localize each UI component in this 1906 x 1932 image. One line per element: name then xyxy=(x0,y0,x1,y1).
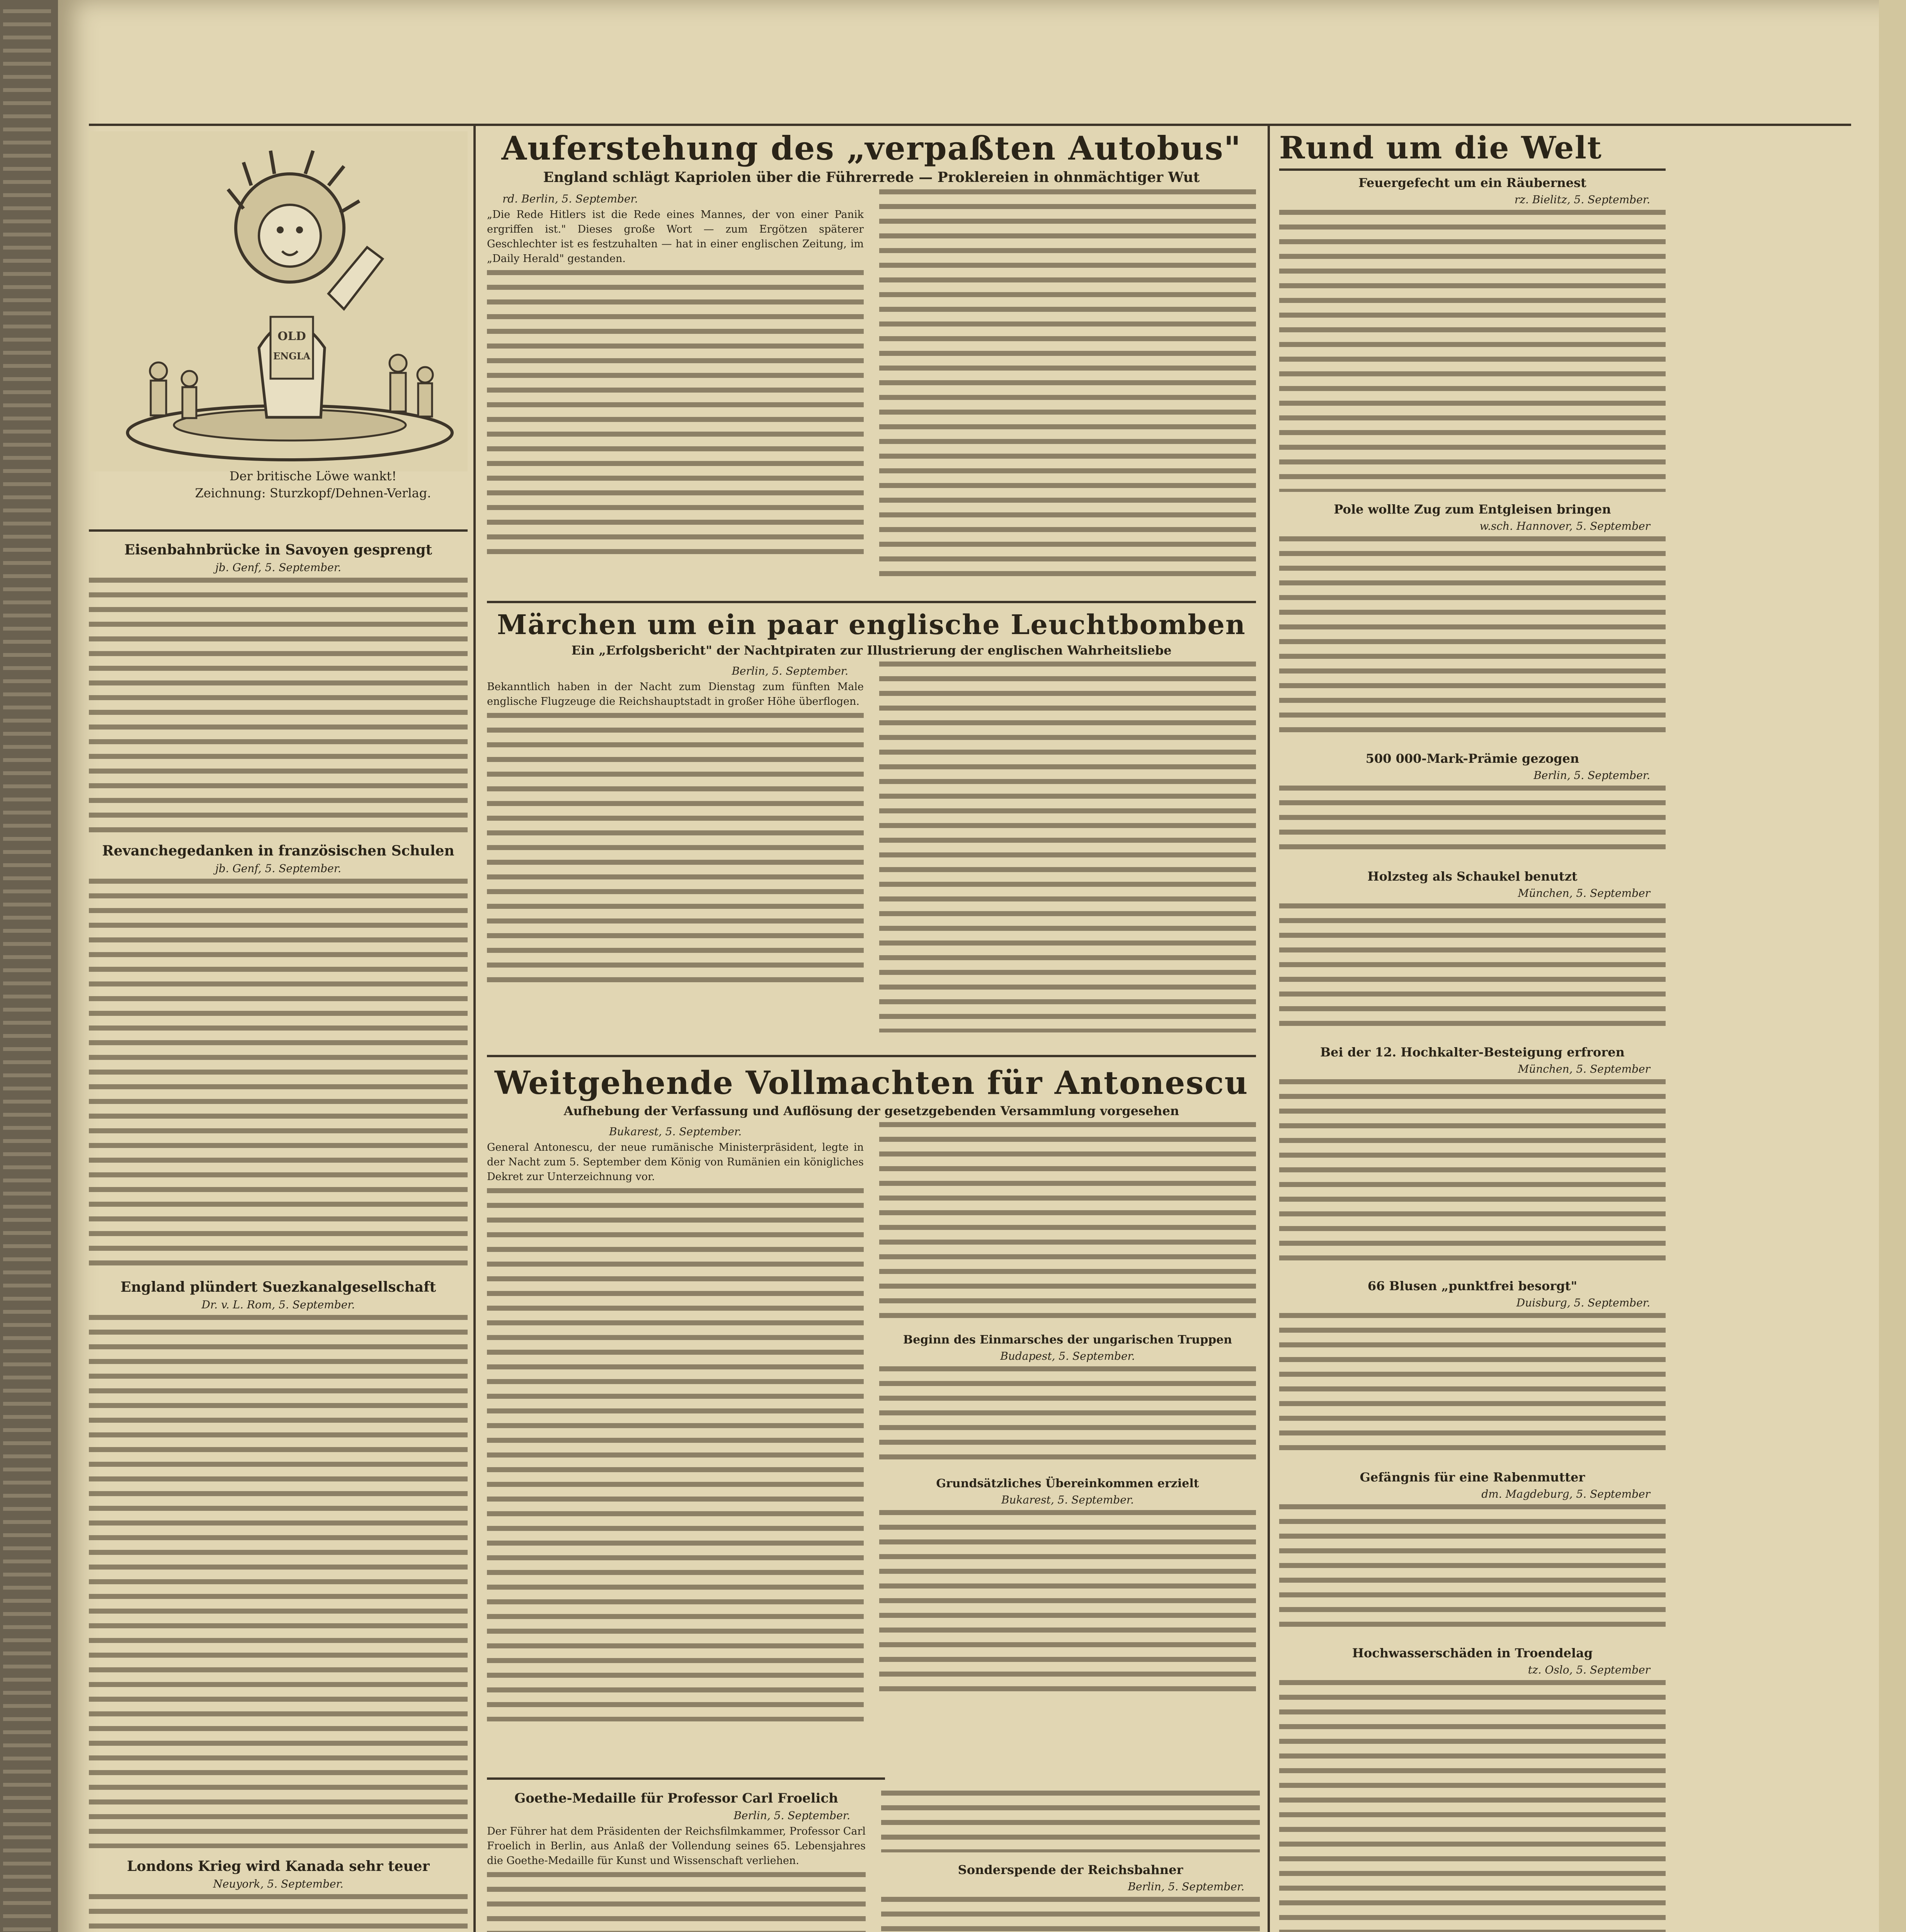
rund-item-text xyxy=(1279,786,1666,859)
previous-page-text-line xyxy=(3,955,51,959)
previous-page-text-line xyxy=(3,1257,51,1261)
rund-item xyxy=(1279,1279,1666,1460)
previous-page-text-line xyxy=(3,837,51,841)
rund-item-headline: 500 000-Mark-Prämie gezogen xyxy=(1365,751,1579,766)
rund-item-text xyxy=(1279,1504,1666,1636)
previous-page-text-line xyxy=(3,1297,51,1301)
previous-page-text-line xyxy=(3,1927,51,1931)
previous-page-text-line xyxy=(3,1835,51,1839)
lead-text: „Die Rede Hitlers ist die Rede eines Mannes, der von einer Panik ergriffen ist." Dieses große Wort — zum Ergötzen späterer Geschlechter ist es festzuhalten — hat in einer englischen Zeitung, im „Daily Herald" gestanden. xyxy=(487,209,864,265)
previous-page-text-line xyxy=(3,1152,51,1156)
previous-page-text-line xyxy=(3,929,51,933)
previous-page-text-line xyxy=(3,942,51,946)
antonescu-subhead: Beginn des Einmarsches der ungarischen Truppen xyxy=(903,1333,1232,1347)
rund-item-dateline: Duisburg, 5. September. xyxy=(1516,1296,1650,1309)
previous-page-text-line xyxy=(3,548,51,552)
previous-page-text-line xyxy=(3,903,51,906)
antonescu-text-body xyxy=(879,1510,1256,1696)
previous-page-text-line xyxy=(3,574,51,578)
previous-page-text-line xyxy=(3,1914,51,1918)
previous-page-text-line xyxy=(3,1651,51,1655)
section-rule xyxy=(487,1777,885,1780)
previous-page-text-line xyxy=(3,1717,51,1721)
previous-page-text-line xyxy=(3,522,51,526)
goethe-headline: Goethe-Medaille für Professor Carl Froelich xyxy=(514,1791,838,1806)
previous-page-text-line xyxy=(3,219,51,223)
previous-page-text-line xyxy=(3,771,51,775)
previous-page-text-line xyxy=(3,338,51,342)
previous-page-text-line xyxy=(3,614,51,617)
goethe-dateline: Berlin, 5. September. xyxy=(733,1809,850,1822)
rund-item xyxy=(1279,1470,1666,1636)
previous-page-text-line xyxy=(3,1533,51,1537)
rund-item-headline: Hochwasserschäden in Troendelag xyxy=(1352,1646,1593,1660)
cartoon-caption-credit: Zeichnung: Sturzkopf/Dehnen-Verlag. xyxy=(195,486,431,500)
previous-page-text-line xyxy=(3,311,51,315)
cartoon-caption-title: Der britische Löwe wankt! xyxy=(229,469,397,483)
page-right-edge xyxy=(1879,0,1906,1932)
previous-page-text-line xyxy=(3,1179,51,1182)
previous-page-text-line xyxy=(3,167,51,171)
previous-page-text-line xyxy=(3,706,51,709)
previous-page-text-line xyxy=(3,259,51,263)
previous-page-text-line xyxy=(3,1678,51,1682)
previous-page-text-line xyxy=(3,1087,51,1090)
goethe-text: Der Führer hat dem Präsidenten der Reichsfilmkammer, Professor Carl Froelich in Berlin, aus Anlaß der Vollendung seines 65. Lebensjahres die Goethe-Medaille für Kunst und Wissenschaft verliehen. xyxy=(487,1825,866,1867)
article-dateline: Dr. v. L. Rom, 5. September. xyxy=(201,1298,355,1311)
previous-page-text-line xyxy=(3,1047,51,1051)
previous-page-text-line xyxy=(3,62,51,66)
lead-dateline: rd. Berlin, 5. September. xyxy=(502,192,638,206)
previous-page-text-line xyxy=(3,233,51,236)
top-rule xyxy=(89,124,1851,126)
previous-page-text-line xyxy=(3,824,51,828)
newspaper-page xyxy=(58,0,1906,1932)
previous-page-text-line xyxy=(3,1730,51,1734)
antonescu-text: General Antonescu, der neue rumänische Ministerpräsident, legte in der Nacht zum 5. September dem König von Rumänien ein königliches Dekret zur Unterzeichnung vor. xyxy=(487,1141,864,1183)
previous-page-text-line xyxy=(3,443,51,447)
left-article xyxy=(89,1858,468,1932)
previous-page-text-line xyxy=(3,968,51,972)
bombs-text: Bekanntlich haben in der Nacht zum Dienstag zum fünften Male englische Flugzeuge die Reichshauptstadt in großer Höhe überflogen. xyxy=(487,680,864,707)
previous-page-text-line xyxy=(3,403,51,407)
antonescu-subheadline: Aufhebung der Verfassung und Auflösung der gesetzgebenden Versammlung vorgesehen xyxy=(563,1104,1179,1119)
previous-page-text-line xyxy=(3,666,51,670)
previous-page-text-line xyxy=(3,298,51,302)
previous-page-text-line xyxy=(3,1560,51,1563)
column-rule xyxy=(473,124,476,1932)
lead-text-body xyxy=(487,270,864,556)
rund-item-dateline: dm. Magdeburg, 5. September xyxy=(1481,1488,1650,1500)
cartoon-caption xyxy=(158,468,468,502)
previous-page-text-line xyxy=(3,811,51,815)
left-article xyxy=(89,1279,468,1848)
previous-page-text-line xyxy=(3,719,51,723)
previous-page-text-line xyxy=(3,272,51,276)
bombs-article xyxy=(487,611,1256,1047)
previous-page-text-line xyxy=(3,1349,51,1353)
previous-page-text-line xyxy=(3,1743,51,1747)
sonderspende-dateline: Berlin, 5. September. xyxy=(1128,1880,1244,1893)
rund-item xyxy=(1279,751,1666,859)
section-rule xyxy=(1279,168,1666,171)
previous-page-text-line xyxy=(3,1428,51,1432)
previous-page-edge xyxy=(0,0,58,1932)
lead-article xyxy=(487,131,1256,595)
previous-page-text-line xyxy=(3,1402,51,1406)
rund-item xyxy=(1279,175,1666,492)
previous-page-text-line xyxy=(3,1520,51,1524)
previous-page-text-line xyxy=(3,509,51,512)
previous-page-text-line xyxy=(3,561,51,565)
previous-page-text-line xyxy=(3,75,51,79)
previous-page-text-line xyxy=(3,627,51,631)
previous-page-text-line xyxy=(3,995,51,998)
previous-page-text-line xyxy=(3,1901,51,1905)
left-column xyxy=(89,131,468,1932)
section-rule xyxy=(487,1055,1256,1057)
previous-page-text-line xyxy=(3,1573,51,1577)
previous-page-text-line xyxy=(3,1468,51,1471)
previous-page-text-line xyxy=(3,758,51,762)
cartoon xyxy=(89,131,468,526)
previous-page-text-line xyxy=(3,1113,51,1117)
previous-page-text-line xyxy=(3,1704,51,1708)
previous-page-text-line xyxy=(3,1139,51,1143)
previous-page-text-line xyxy=(3,1231,51,1235)
lead-subheadline: England schlägt Kapriolen über die Führerrede — Proklereien in ohnmächtiger Wut xyxy=(543,169,1200,186)
rund-item-headline: Holzsteg als Schaukel benutzt xyxy=(1367,869,1578,884)
rund-item-text xyxy=(1279,1680,1666,1932)
previous-page-text-line xyxy=(3,114,51,118)
right-column xyxy=(1279,131,1666,1932)
previous-page-text-line xyxy=(3,1822,51,1826)
goethe-article xyxy=(487,1785,1260,1932)
rund-item xyxy=(1279,1045,1666,1269)
previous-page-text-line xyxy=(3,180,51,184)
previous-page-text-line xyxy=(3,1441,51,1445)
previous-page-text-line xyxy=(3,351,51,355)
sonderspende-headline: Sonderspende der Reichsbahner xyxy=(958,1862,1183,1877)
previous-page-text-line xyxy=(3,1770,51,1774)
previous-page-text-line xyxy=(3,101,51,105)
article-text xyxy=(89,1894,468,1932)
previous-page-text-line xyxy=(3,1336,51,1340)
previous-page-text-line xyxy=(3,535,51,539)
antonescu-dateline: Bukarest, 5. September. xyxy=(609,1125,742,1138)
previous-page-text-line xyxy=(3,482,51,486)
previous-page-text-line xyxy=(3,1546,51,1550)
rund-item-text xyxy=(1279,903,1666,1035)
rund-item-dateline: w.sch. Hannover, 5. September xyxy=(1479,520,1650,532)
previous-page-text-line xyxy=(3,863,51,867)
bombs-headline: Märchen um ein paar englische Leuchtbomben xyxy=(497,611,1246,641)
rund-item-text xyxy=(1279,536,1666,741)
previous-page-text-line xyxy=(3,1494,51,1498)
previous-page-text-line xyxy=(3,456,51,460)
previous-page-text-line xyxy=(3,1809,51,1813)
previous-page-text-line xyxy=(3,692,51,696)
previous-page-text-line xyxy=(3,1875,51,1879)
previous-page-text-line xyxy=(3,325,51,328)
rund-item-dateline: München, 5. September xyxy=(1518,1063,1650,1075)
previous-page-text-line xyxy=(3,1415,51,1419)
previous-page-text-line xyxy=(3,128,51,131)
previous-page-text-line xyxy=(3,469,51,473)
article-headline: England plündert Suezkanalgesellschaft xyxy=(120,1279,436,1295)
goethe-text-body xyxy=(487,1872,866,1932)
bombs-text-body xyxy=(879,662,1256,1032)
previous-page-text-line xyxy=(3,1323,51,1327)
previous-page-text-line xyxy=(3,784,51,788)
previous-page-text-line xyxy=(3,1165,51,1169)
previous-page-text-line xyxy=(3,1757,51,1760)
previous-page-text-line xyxy=(3,653,51,657)
previous-page-text-line xyxy=(3,587,51,591)
previous-page-text-line xyxy=(3,876,51,880)
previous-page-text-line xyxy=(3,390,51,394)
previous-page-text-line xyxy=(3,22,51,26)
previous-page-text-line xyxy=(3,1888,51,1892)
previous-page-text-line xyxy=(3,430,51,434)
previous-page-text-line xyxy=(3,600,51,604)
previous-page-text-line xyxy=(3,495,51,499)
rund-item-dateline: München, 5. September xyxy=(1518,887,1650,900)
previous-page-text-line xyxy=(3,640,51,644)
rund-item xyxy=(1279,1646,1666,1932)
previous-page-text-line xyxy=(3,1586,51,1590)
rund-item-dateline: Berlin, 5. September. xyxy=(1533,769,1650,782)
previous-page-text-line xyxy=(3,88,51,92)
bombs-subheadline: Ein „Erfolgsbericht" der Nachtpiraten zur Illustrierung der englischen Wahrheitsliebe xyxy=(571,643,1172,658)
section-rule xyxy=(89,529,468,532)
cartoon-lion-image xyxy=(89,131,468,471)
antonescu-subhead-dateline: Bukarest, 5. September. xyxy=(1001,1493,1134,1507)
rund-item-headline: Gefängnis für eine Rabenmutter xyxy=(1360,1470,1585,1485)
previous-page-text-line xyxy=(3,1796,51,1800)
left-article xyxy=(89,542,468,833)
previous-page-text-line xyxy=(3,1362,51,1366)
rund-item-headline: Feuergefecht um ein Räubernest xyxy=(1358,175,1586,190)
previous-page-text-line xyxy=(3,745,51,749)
rund-item-dateline: rz. Bielitz, 5. September. xyxy=(1514,193,1650,206)
previous-page-text-line xyxy=(3,1376,51,1379)
previous-page-text-line xyxy=(3,1625,51,1629)
previous-page-text-line xyxy=(3,9,51,13)
article-text xyxy=(89,879,468,1269)
article-headline: Revanchegedanken in französischen Schulen xyxy=(102,843,454,859)
previous-page-text-line xyxy=(3,246,51,250)
previous-page-text-line xyxy=(3,1665,51,1668)
article-text xyxy=(89,578,468,833)
previous-page-text-line xyxy=(3,1218,51,1222)
previous-page-text-line xyxy=(3,49,51,53)
article-text xyxy=(89,1315,468,1848)
previous-page-text-line xyxy=(3,285,51,289)
previous-page-text-line xyxy=(3,1021,51,1025)
column-rule xyxy=(1268,124,1270,1932)
previous-page-text-line xyxy=(3,1192,51,1196)
lead-headline: Auferstehung des „verpaßten Autobus" xyxy=(501,131,1242,167)
previous-page-text-line xyxy=(3,1244,51,1248)
rund-item-dateline: tz. Oslo, 5. September xyxy=(1528,1663,1650,1676)
rund-item xyxy=(1279,502,1666,741)
previous-page-text-line xyxy=(3,889,51,893)
previous-page-text-line xyxy=(3,206,51,210)
previous-page-text-line xyxy=(3,1284,51,1287)
article-dateline: jb. Genf, 5. September. xyxy=(215,862,341,875)
antonescu-article xyxy=(487,1066,1256,1774)
rund-item xyxy=(1279,869,1666,1035)
previous-page-text-line xyxy=(3,1507,51,1511)
previous-page-text-line xyxy=(3,1205,51,1209)
previous-page-text-line xyxy=(3,1034,51,1038)
rund-item-headline: Bei der 12. Hochkalter-Besteigung erfroren xyxy=(1320,1045,1625,1060)
previous-page-text-line xyxy=(3,1126,51,1130)
previous-page-text-line xyxy=(3,1389,51,1393)
previous-page-text-line xyxy=(3,1862,51,1866)
previous-page-text-line xyxy=(3,1454,51,1458)
previous-page-text-line xyxy=(3,141,51,145)
previous-page-text-line xyxy=(3,1691,51,1695)
previous-page-text-line xyxy=(3,1638,51,1642)
left-article xyxy=(89,843,468,1269)
svg-text:OLD: OLD xyxy=(277,330,306,343)
bombs-dateline: Berlin, 5. September. xyxy=(732,664,848,677)
previous-page-text-line xyxy=(3,916,51,920)
antonescu-text-body xyxy=(487,1188,864,1721)
rund-item-headline: Pole wollte Zug zum Entgleisen bringen xyxy=(1334,502,1611,517)
lead-text-body xyxy=(879,189,1256,580)
previous-page-text-line xyxy=(3,377,51,381)
previous-page-text-line xyxy=(3,679,51,683)
antonescu-subhead-dateline: Budapest, 5. September. xyxy=(1000,1350,1135,1363)
article-headline: Eisenbahnbrücke in Savoyen gesprengt xyxy=(124,542,432,558)
previous-page-text-line xyxy=(3,1849,51,1852)
antonescu-subhead: Grundsätzliches Übereinkommen erzielt xyxy=(936,1477,1199,1491)
section-rule xyxy=(487,601,1256,603)
rund-title: Rund um die Welt xyxy=(1279,131,1602,166)
rund-item-text xyxy=(1279,1313,1666,1460)
previous-page-text-line xyxy=(3,364,51,368)
rund-item-text xyxy=(1279,1079,1666,1269)
bombs-text-body xyxy=(487,713,864,983)
previous-page-text-line xyxy=(3,36,51,39)
sonderspende-text xyxy=(881,1897,1260,1932)
previous-page-text-line xyxy=(3,798,51,801)
antonescu-text-body xyxy=(879,1122,1256,1323)
previous-page-text-line xyxy=(3,1599,51,1603)
previous-page-text-line xyxy=(3,1270,51,1274)
antonescu-headline: Weitgehende Vollmachten für Antonescu xyxy=(494,1066,1249,1102)
article-headline: Londons Krieg wird Kanada sehr teuer xyxy=(127,1858,430,1874)
article-dateline: Neuyork, 5. September. xyxy=(213,1878,344,1890)
svg-text:ENGLA: ENGLA xyxy=(273,350,311,362)
previous-page-text-line xyxy=(3,981,51,985)
previous-page-text-line xyxy=(3,1783,51,1787)
previous-page-text-line xyxy=(3,154,51,158)
previous-page-text-line xyxy=(3,1481,51,1485)
antonescu-text-body xyxy=(879,1366,1256,1467)
previous-page-text-line xyxy=(3,732,51,736)
rund-item-headline: 66 Blusen „punktfrei besorgt" xyxy=(1367,1279,1578,1293)
previous-page-text-line xyxy=(3,1060,51,1064)
previous-page-text-line xyxy=(3,1008,51,1012)
previous-page-text-line xyxy=(3,1612,51,1616)
rund-item-text xyxy=(1279,210,1666,492)
previous-page-text-line xyxy=(3,193,51,197)
goethe-text-body xyxy=(881,1791,1260,1852)
previous-page-text-line xyxy=(3,850,51,854)
previous-page-text-line xyxy=(3,417,51,420)
article-dateline: jb. Genf, 5. September. xyxy=(215,561,341,574)
previous-page-text-line xyxy=(3,1310,51,1314)
previous-page-text-line xyxy=(3,1100,51,1104)
previous-page-text-line xyxy=(3,1073,51,1077)
